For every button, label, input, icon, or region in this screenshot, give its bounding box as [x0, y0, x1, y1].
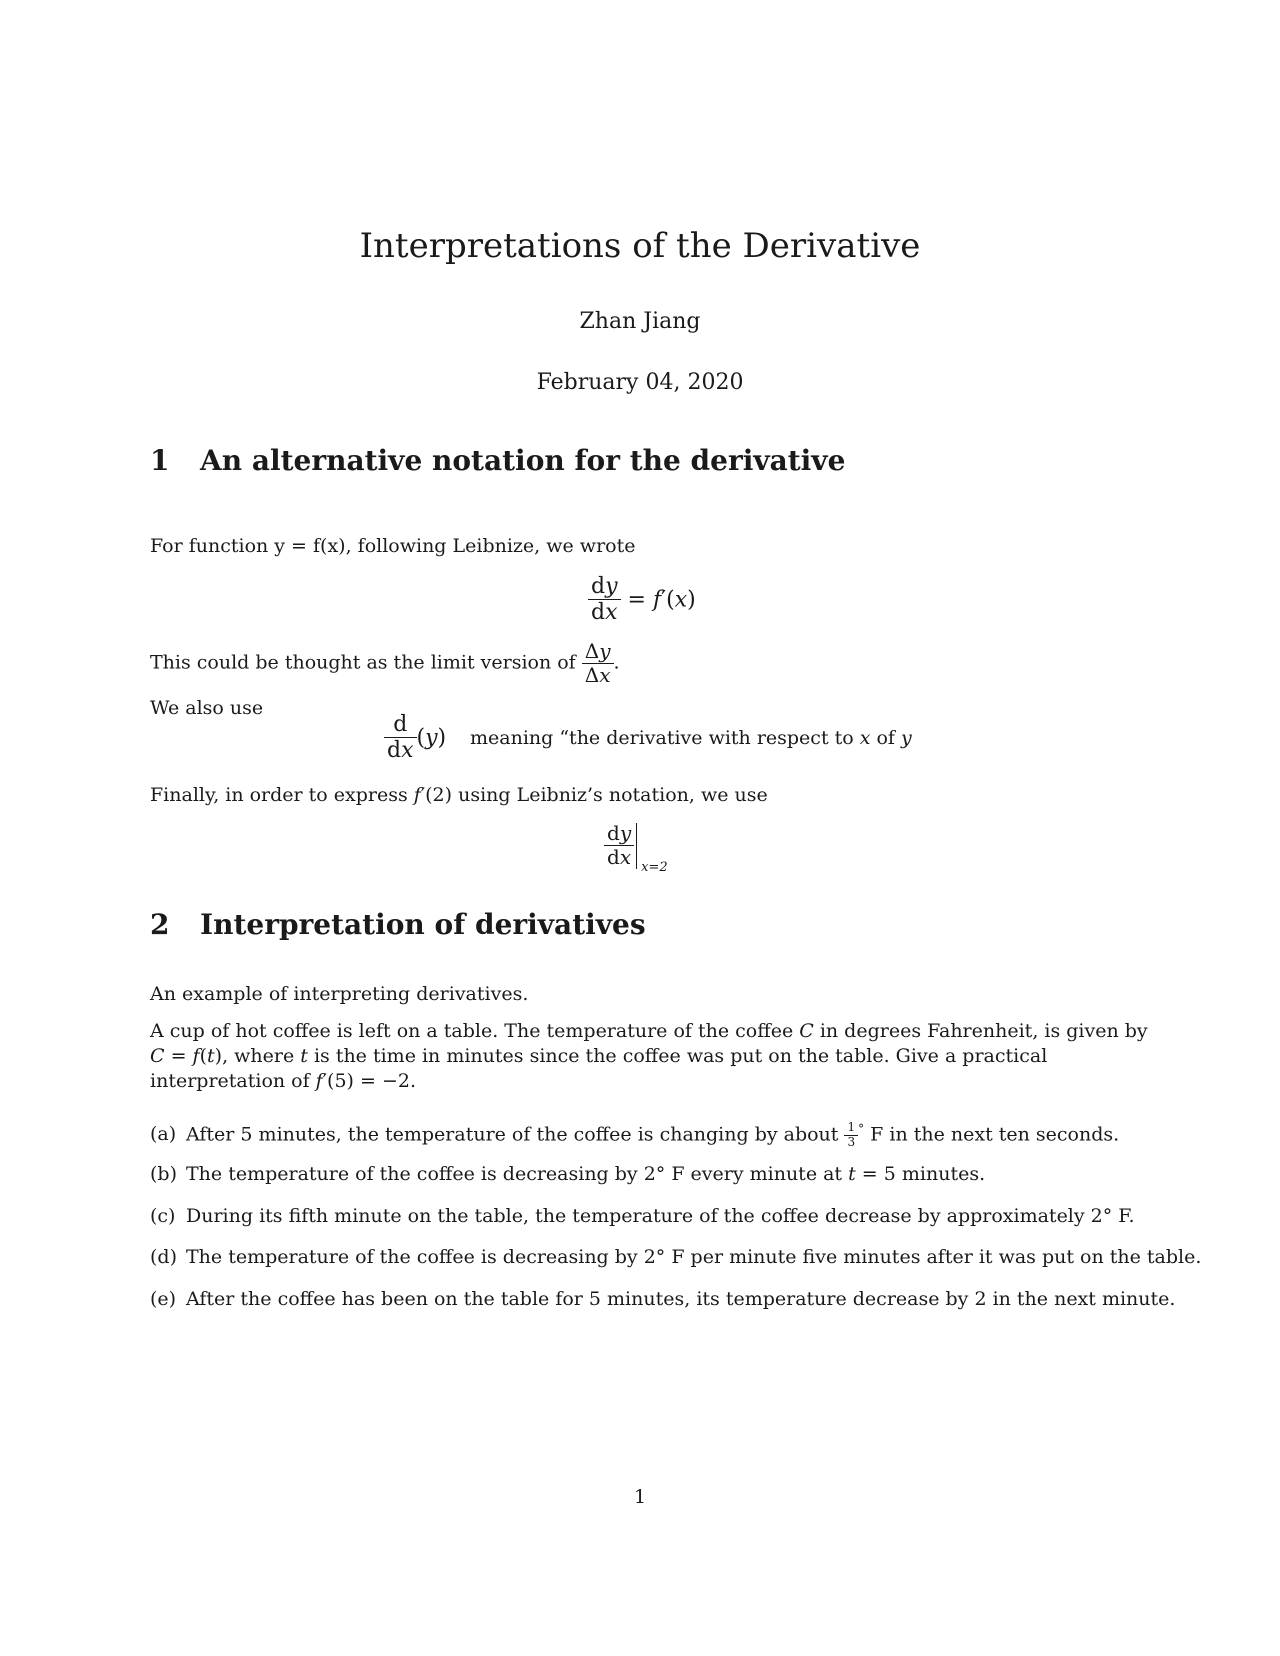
equation-dydx-at-2: $\frac{dy}{dx}$ x=2 [604, 822, 637, 869]
equation-d-dx-y: $\frac{d}{dx}$ (y) [384, 712, 446, 764]
option-label: (e) [150, 1288, 177, 1310]
option-b: (b) The temperature of the coffee is decreasing by 2° F every minute at t = 5 minutes. [150, 1163, 986, 1185]
section-2-heading [150, 908, 646, 941]
section-number: 2 [150, 908, 170, 941]
option-a: (a) After 5 minutes, the temperature of the coffee is changing by about $\frac{1}{3}$ ° F in the next ten seconds. [150, 1120, 1120, 1149]
section-title: Interpretation of derivatives [200, 908, 646, 941]
page-number: 1 [633, 1486, 647, 1508]
section-1-intro: For function y = f(x), following Leibnize, we wrote [150, 535, 636, 557]
limit-version-text: This could be thought as the limit version of [150, 651, 576, 674]
equation-meaning: meaning “the derivative with respect to x of y [470, 727, 912, 749]
section-number: 1 [150, 444, 170, 477]
option-text: The temperature of the coffee is decreasing by 2° F per minute five minutes after it was put on the table. [186, 1246, 1202, 1268]
option-text: After the coffee has been on the table for 5 minutes, its temperature decrease by 2 in the next minute. [186, 1288, 1176, 1310]
section-1-heading [150, 444, 845, 477]
option-text: During its fifth minute on the table, the temperature of the coffee decrease by approximately 2° F. [186, 1205, 1135, 1227]
option-label: (b) [150, 1163, 177, 1185]
section-2-intro: An example of interpreting derivatives. [150, 983, 529, 1005]
also-use-text: We also use [150, 697, 264, 719]
delta-fraction: $\frac{\Delta y}{\Delta x}$ [582, 640, 614, 687]
option-label: (c) [150, 1205, 176, 1227]
option-c [150, 1205, 1135, 1227]
option-d [150, 1246, 1201, 1268]
problem-statement: A cup of hot coffee is left on a table. The temperature of the coffee C in degrees Fahrenheit, is given by C = f(t), where t is the time in minutes since the coffee was put on the table. Give a practical interpretation of f′(5) = −2. [150, 1020, 1148, 1092]
document-author: Zhan Jiang [579, 309, 701, 334]
option-label: (a) [150, 1123, 177, 1146]
option-label: (d) [150, 1246, 177, 1268]
limit-version-line: This could be thought as the limit version of $\frac{\Delta y}{\Delta x}$ . [150, 639, 620, 687]
document-title: Interpretations of the Derivative [359, 226, 921, 266]
document-date: February 04, 2020 [536, 370, 744, 395]
equation-dydx: $\frac{dy}{dx}$ = f′(x) [588, 574, 696, 626]
option-e [150, 1288, 1175, 1310]
finally-text: Finally, in order to express f′(2) using Leibniz’s notation, we use [150, 784, 768, 806]
section-title: An alternative notation for the derivative [200, 444, 846, 477]
